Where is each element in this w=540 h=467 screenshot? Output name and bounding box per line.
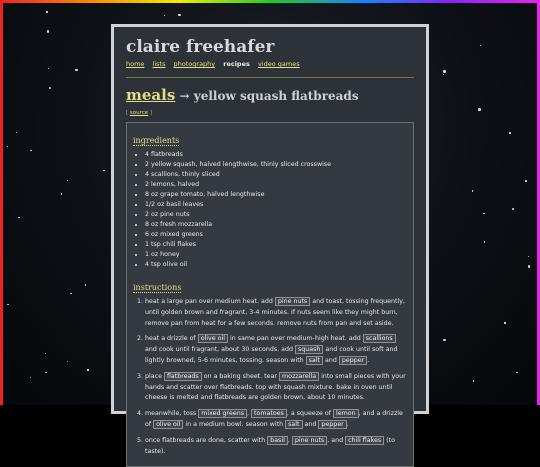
step-text: in same pan over medium-high heat. add <box>228 335 363 343</box>
star <box>478 108 481 111</box>
breadcrumb <box>126 86 414 104</box>
star <box>443 339 446 342</box>
nav-link-video-games[interactable]: video games <box>257 60 300 68</box>
star <box>528 256 529 257</box>
instructions-heading: instructions <box>133 283 182 292</box>
ingredient-item: • 1/2 oz basil leaves <box>145 200 407 210</box>
step-text: heat a drizzle of <box>145 335 198 343</box>
ingredient-tag: basil <box>267 436 288 445</box>
source-line: [ source ] <box>126 110 153 116</box>
step-text: and toast, tossing frequently, until golden brown and fragrant, 3-4 minutes. If nuts seem like they might burn, remove pan from heat for a few seconds. remove nuts from pan and set aside. <box>145 298 405 327</box>
site-title: claire freehafer <box>126 37 275 57</box>
ingredient-tag: flatbreads <box>164 372 202 381</box>
star <box>7 304 8 305</box>
star <box>45 353 46 354</box>
ingredient-tag: mixed greens <box>198 409 247 418</box>
ingredient-item: • 2 oz pine nuts <box>145 210 407 220</box>
star <box>483 213 484 214</box>
instruction-step <box>145 297 407 329</box>
ingredients-list <box>133 150 407 270</box>
step-text: , <box>287 436 292 444</box>
star <box>49 87 52 90</box>
star <box>516 372 517 373</box>
star <box>87 369 88 370</box>
step-text: and cook until soft and lightly browned, 5-6 minutes, tossing. season with <box>145 346 398 364</box>
instruction-step <box>145 372 407 404</box>
breadcrumb-arrow: → <box>179 89 190 103</box>
step-text: , a squeeze of <box>286 410 333 418</box>
ingredient-item: • 4 tsp olive oil <box>145 260 407 270</box>
nav-link-lists[interactable]: lists <box>152 60 166 68</box>
ingredient-item: • 1 oz honey <box>145 250 407 260</box>
star <box>67 180 68 181</box>
header-divider <box>126 77 414 78</box>
star <box>164 15 165 16</box>
ingredient-tag: pepper <box>318 420 346 429</box>
star <box>525 180 526 181</box>
ingredient-item: • 2 yellow squash, halved lengthwise, thinly sliced crosswise <box>145 160 407 170</box>
step-text: place <box>145 372 164 380</box>
nav-link-recipes[interactable]: recipes <box>223 60 250 68</box>
recipe-box <box>126 122 414 467</box>
star <box>103 170 104 171</box>
star <box>443 74 444 75</box>
ingredient-tag: mozzarella <box>279 372 319 381</box>
star <box>509 132 510 133</box>
content-card <box>111 24 429 455</box>
step-text: , and a drizzle of <box>145 410 403 428</box>
ingredient-tag: olive oil <box>198 334 228 343</box>
ingredient-tag: scallions <box>363 334 396 343</box>
page-title: yellow squash flatbreads <box>193 89 359 103</box>
star <box>48 68 49 69</box>
ingredient-tag: salt <box>285 420 302 429</box>
instruction-step <box>145 334 407 366</box>
ingredient-tag: pine nuts <box>292 436 327 445</box>
ingredient-item: • 2 lemons, halved <box>145 180 407 190</box>
ingredient-item: • 4 flatbreads <box>145 150 407 160</box>
star <box>178 14 181 17</box>
step-text: meanwhile, toss <box>145 410 199 418</box>
ingredient-item: • 6 oz mixed greens <box>145 230 407 240</box>
star <box>45 372 46 373</box>
step-text: and <box>302 420 319 428</box>
step-text: into small pieces with your hands and scatter over flatbreads. top with squash mixture. bake in oven until cheese is melted and flatbreads are golden brown, about 10 minutes. <box>145 372 406 402</box>
star <box>443 70 446 73</box>
ingredient-tag: pepper <box>339 356 367 365</box>
step-text: in a medium bowl. season with <box>183 420 286 428</box>
step-text: (to taste). <box>145 436 395 455</box>
instruction-step <box>145 436 407 458</box>
star <box>473 380 474 381</box>
star <box>61 193 62 194</box>
step-text: on a baking sheet. tear <box>201 372 279 380</box>
star <box>85 284 86 285</box>
step-text: , <box>247 410 252 418</box>
step-text: once flatbreads are done, scatter with <box>145 436 268 444</box>
star <box>484 241 485 242</box>
star <box>512 208 515 211</box>
ingredient-tag: squash <box>295 345 323 354</box>
ingredient-tag: tomatoes <box>251 409 287 418</box>
nav-link-home[interactable]: home <box>126 60 145 68</box>
star <box>47 30 50 33</box>
ingredient-tag: salt <box>306 356 323 365</box>
star <box>7 146 8 147</box>
step-text: heat a large pan over medium heat. add <box>145 298 275 305</box>
step-text: , and <box>327 436 346 444</box>
step-text: . <box>367 356 370 364</box>
star <box>30 377 31 378</box>
star <box>528 265 531 268</box>
star <box>70 293 71 294</box>
site-nav <box>126 60 414 68</box>
ingredient-item: • 8 oz fresh mozzarella <box>145 220 407 230</box>
star <box>30 150 31 151</box>
breadcrumb-meals-link[interactable]: meals <box>126 86 176 104</box>
ingredient-item: • 4 scallions, thinly sliced <box>145 170 407 180</box>
instruction-step <box>145 409 407 431</box>
ingredient-item: • 1 tsp chili flakes <box>145 240 407 250</box>
ingredient-tag: lemon <box>333 409 359 418</box>
star <box>16 132 17 133</box>
star <box>75 69 78 72</box>
star <box>46 11 47 12</box>
ingredients-heading: ingredients <box>133 136 180 145</box>
ingredient-tag: chili flakes <box>345 436 384 445</box>
source-link[interactable]: source <box>129 110 149 116</box>
ingredient-tag: pine nuts <box>275 297 310 306</box>
ingredient-tag: olive oil <box>153 420 183 429</box>
ingredient-item: • 8 oz grape tomato, halved lengthwise <box>145 190 407 200</box>
step-text: and cook until fragrant, about 30 seconds. add <box>145 346 295 354</box>
star <box>67 361 68 362</box>
star <box>18 217 19 218</box>
star <box>480 45 481 46</box>
step-text: and <box>323 356 339 364</box>
star <box>472 190 473 191</box>
nav-link-photography[interactable]: photography <box>173 60 216 68</box>
instructions-list <box>133 297 407 457</box>
star <box>504 322 505 323</box>
step-text: . <box>346 420 349 428</box>
